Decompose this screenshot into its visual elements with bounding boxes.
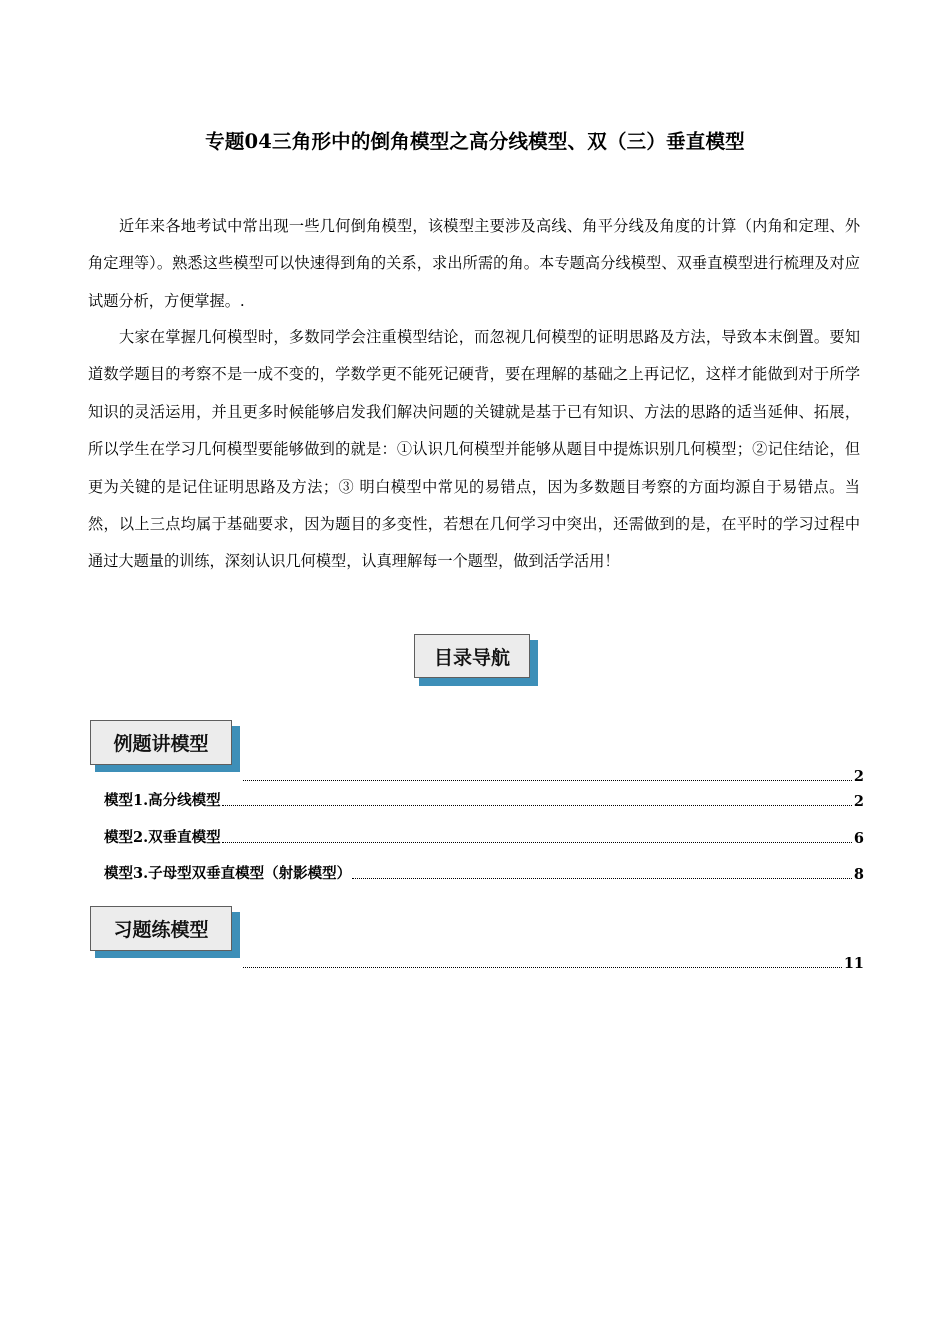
section-heading-exercises-label: 习题练模型: [90, 906, 232, 951]
toc-entry-label: 模型1.高分线模型: [104, 792, 221, 809]
dot-leader: [222, 805, 852, 806]
toc-page-number: 11: [843, 955, 864, 972]
toc-entry-label: 模型3.子母型双垂直模型（射影模型）: [104, 865, 352, 882]
toc-page-number: 2: [853, 793, 864, 810]
intro-paragraph-2: 大家在掌握几何模型时，多数同学会注重模型结论，而忽视几何模型的证明思路及方法，导致本末倒置。要知道数学题目的考察不是一成不变的，学数学更不能死记硬背，要在理解的基础之上再记忆，这样才能做到对于所学知识的灵活运用，并且更多时候能够启发我们解决问题的关键就是基于已有知识、方法的思路的适当延伸、拓展，所以学生在学习几何模型要能够做到的就是：①认识几何模型并能够从题目中提炼识别几何模型；②记住结论，但更为关键的是记住证明思路及方法；③ 明白模型中常见的易错点，因为多数题目考察的方面均源自于易错点。当然，以上三点均属于基础要求，因为题目的多变性，若想在几何学习中突出，还需做到的是，在平时的学习过程中通过大题量的训练，深刻认识几何模型，认真理解每一个题型，做到活学活用！: [88, 328, 860, 571]
dot-leader: [222, 842, 852, 843]
dot-leader: [243, 780, 852, 781]
toc-entry-model-2[interactable]: [104, 827, 864, 847]
document-title: 专题04三角形中的倒角模型之高分线模型、双（三）垂直模型: [205, 130, 745, 153]
dot-leader: [243, 967, 842, 968]
toc-page-number: 2: [853, 768, 864, 785]
intro-paragraph-1: 近年来各地考试中常出现一些几何倒角模型，该模型主要涉及高线、角平分线及角度的计算（内角和定理、外角定理等）。熟悉这些模型可以快速得到角的关系，求出所需的角。本专题高分线模型、双垂直模型进行梳理及对应试题分析，方便掌握。.: [88, 217, 860, 310]
toc-page-number: 8: [853, 866, 864, 883]
toc-entry-exercises[interactable]: [242, 952, 864, 972]
section-heading-examples-label: 例题讲模型: [90, 720, 232, 765]
toc-page-number: 6: [853, 830, 864, 847]
toc-navigation-heading: [414, 634, 538, 686]
dot-leader: [352, 878, 852, 879]
toc-entry-examples[interactable]: [242, 765, 864, 785]
toc-entry-model-1[interactable]: [104, 790, 864, 810]
section-heading-exercises: [90, 906, 240, 958]
toc-navigation-label: 目录导航: [414, 634, 530, 678]
toc-entry-model-3[interactable]: [104, 863, 864, 883]
section-heading-examples: [90, 720, 240, 772]
toc-entry-label: 模型2.双垂直模型: [104, 829, 221, 846]
